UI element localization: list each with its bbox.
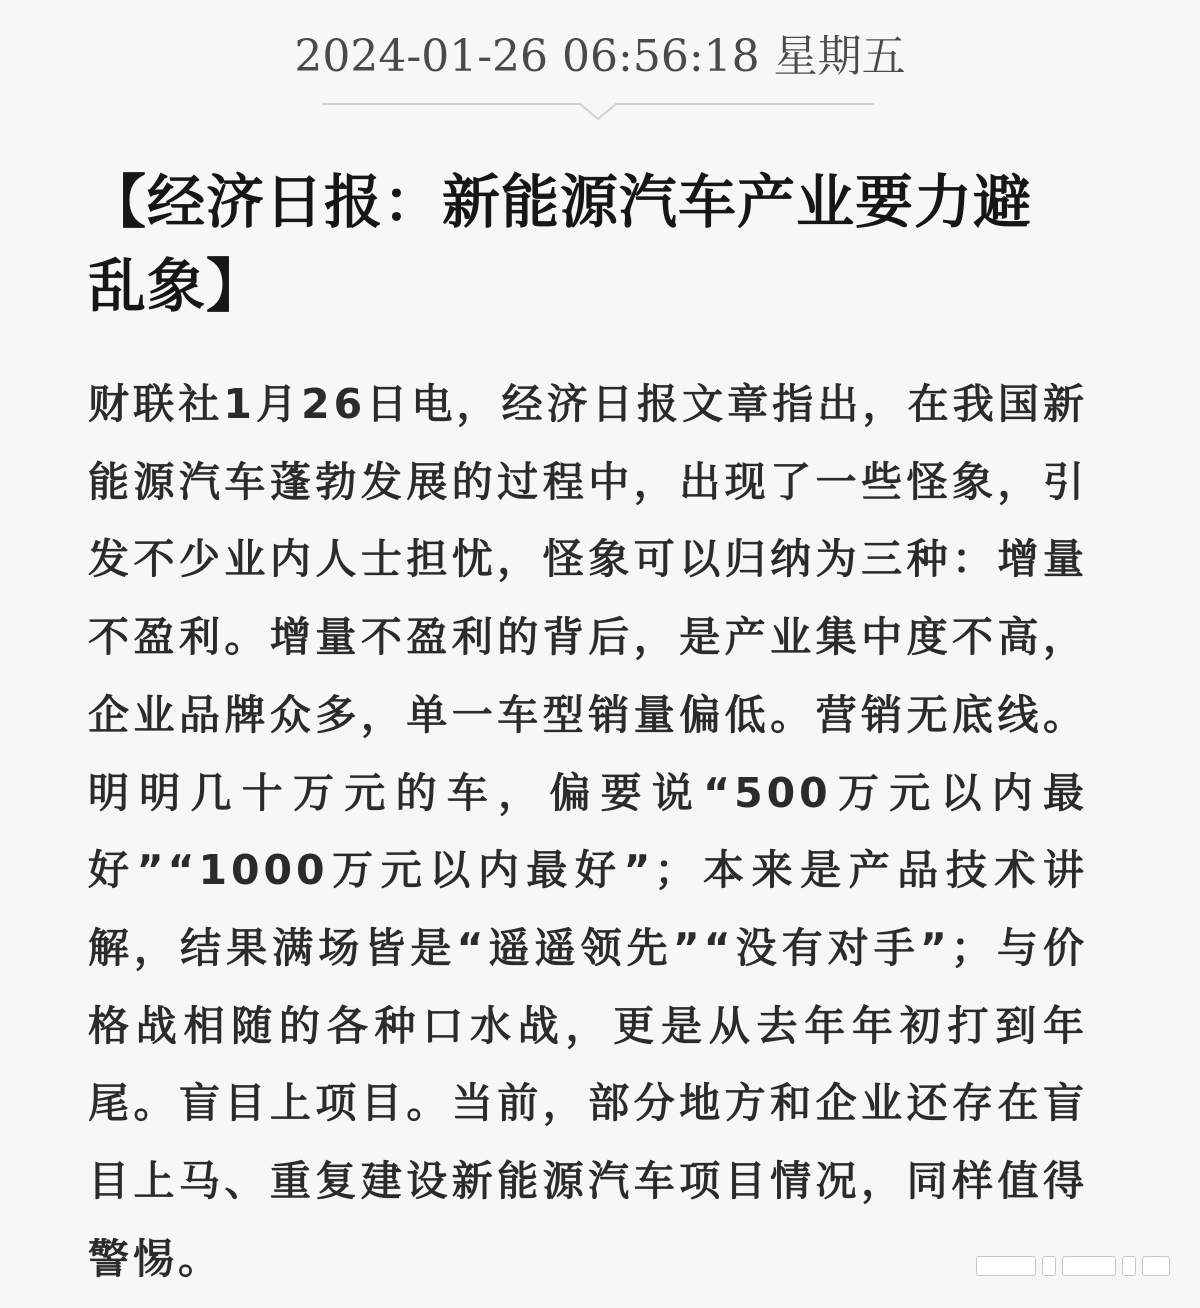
article-headline: 【经济日报：新能源汽车产业要力避乱象】: [88, 168, 1033, 320]
datetime-label: 2024-01-26 06:56:18 星期五: [294, 31, 906, 82]
divider-with-notch: [322, 100, 874, 122]
article-body: 财联社1月26日电，经济日报文章指出，在我国新能源汽车蓬勃发展的过程中，出现了一些怪象，引发不少业内人士担忧，怪象可以归纳为三种：增量不盈利。增量不盈利的背后，是产业集中度不高，企业品牌众多，单一车型销量偏低。营销无底线。明明几十万元的车，偏要说“500万元以内最好”“1000万元以内最好”；本来是产品技术讲解，结果满场皆是“遥遥领先”“没有对手”；与价格战相随的各种口水战，更是从去年年初打到年尾。盲目上项目。当前，部分地方和企业还存在盲目上马、重复建设新能源汽车项目情况，同样值得警惕。: [88, 380, 1088, 1283]
watermark-logo: [976, 1256, 1170, 1276]
